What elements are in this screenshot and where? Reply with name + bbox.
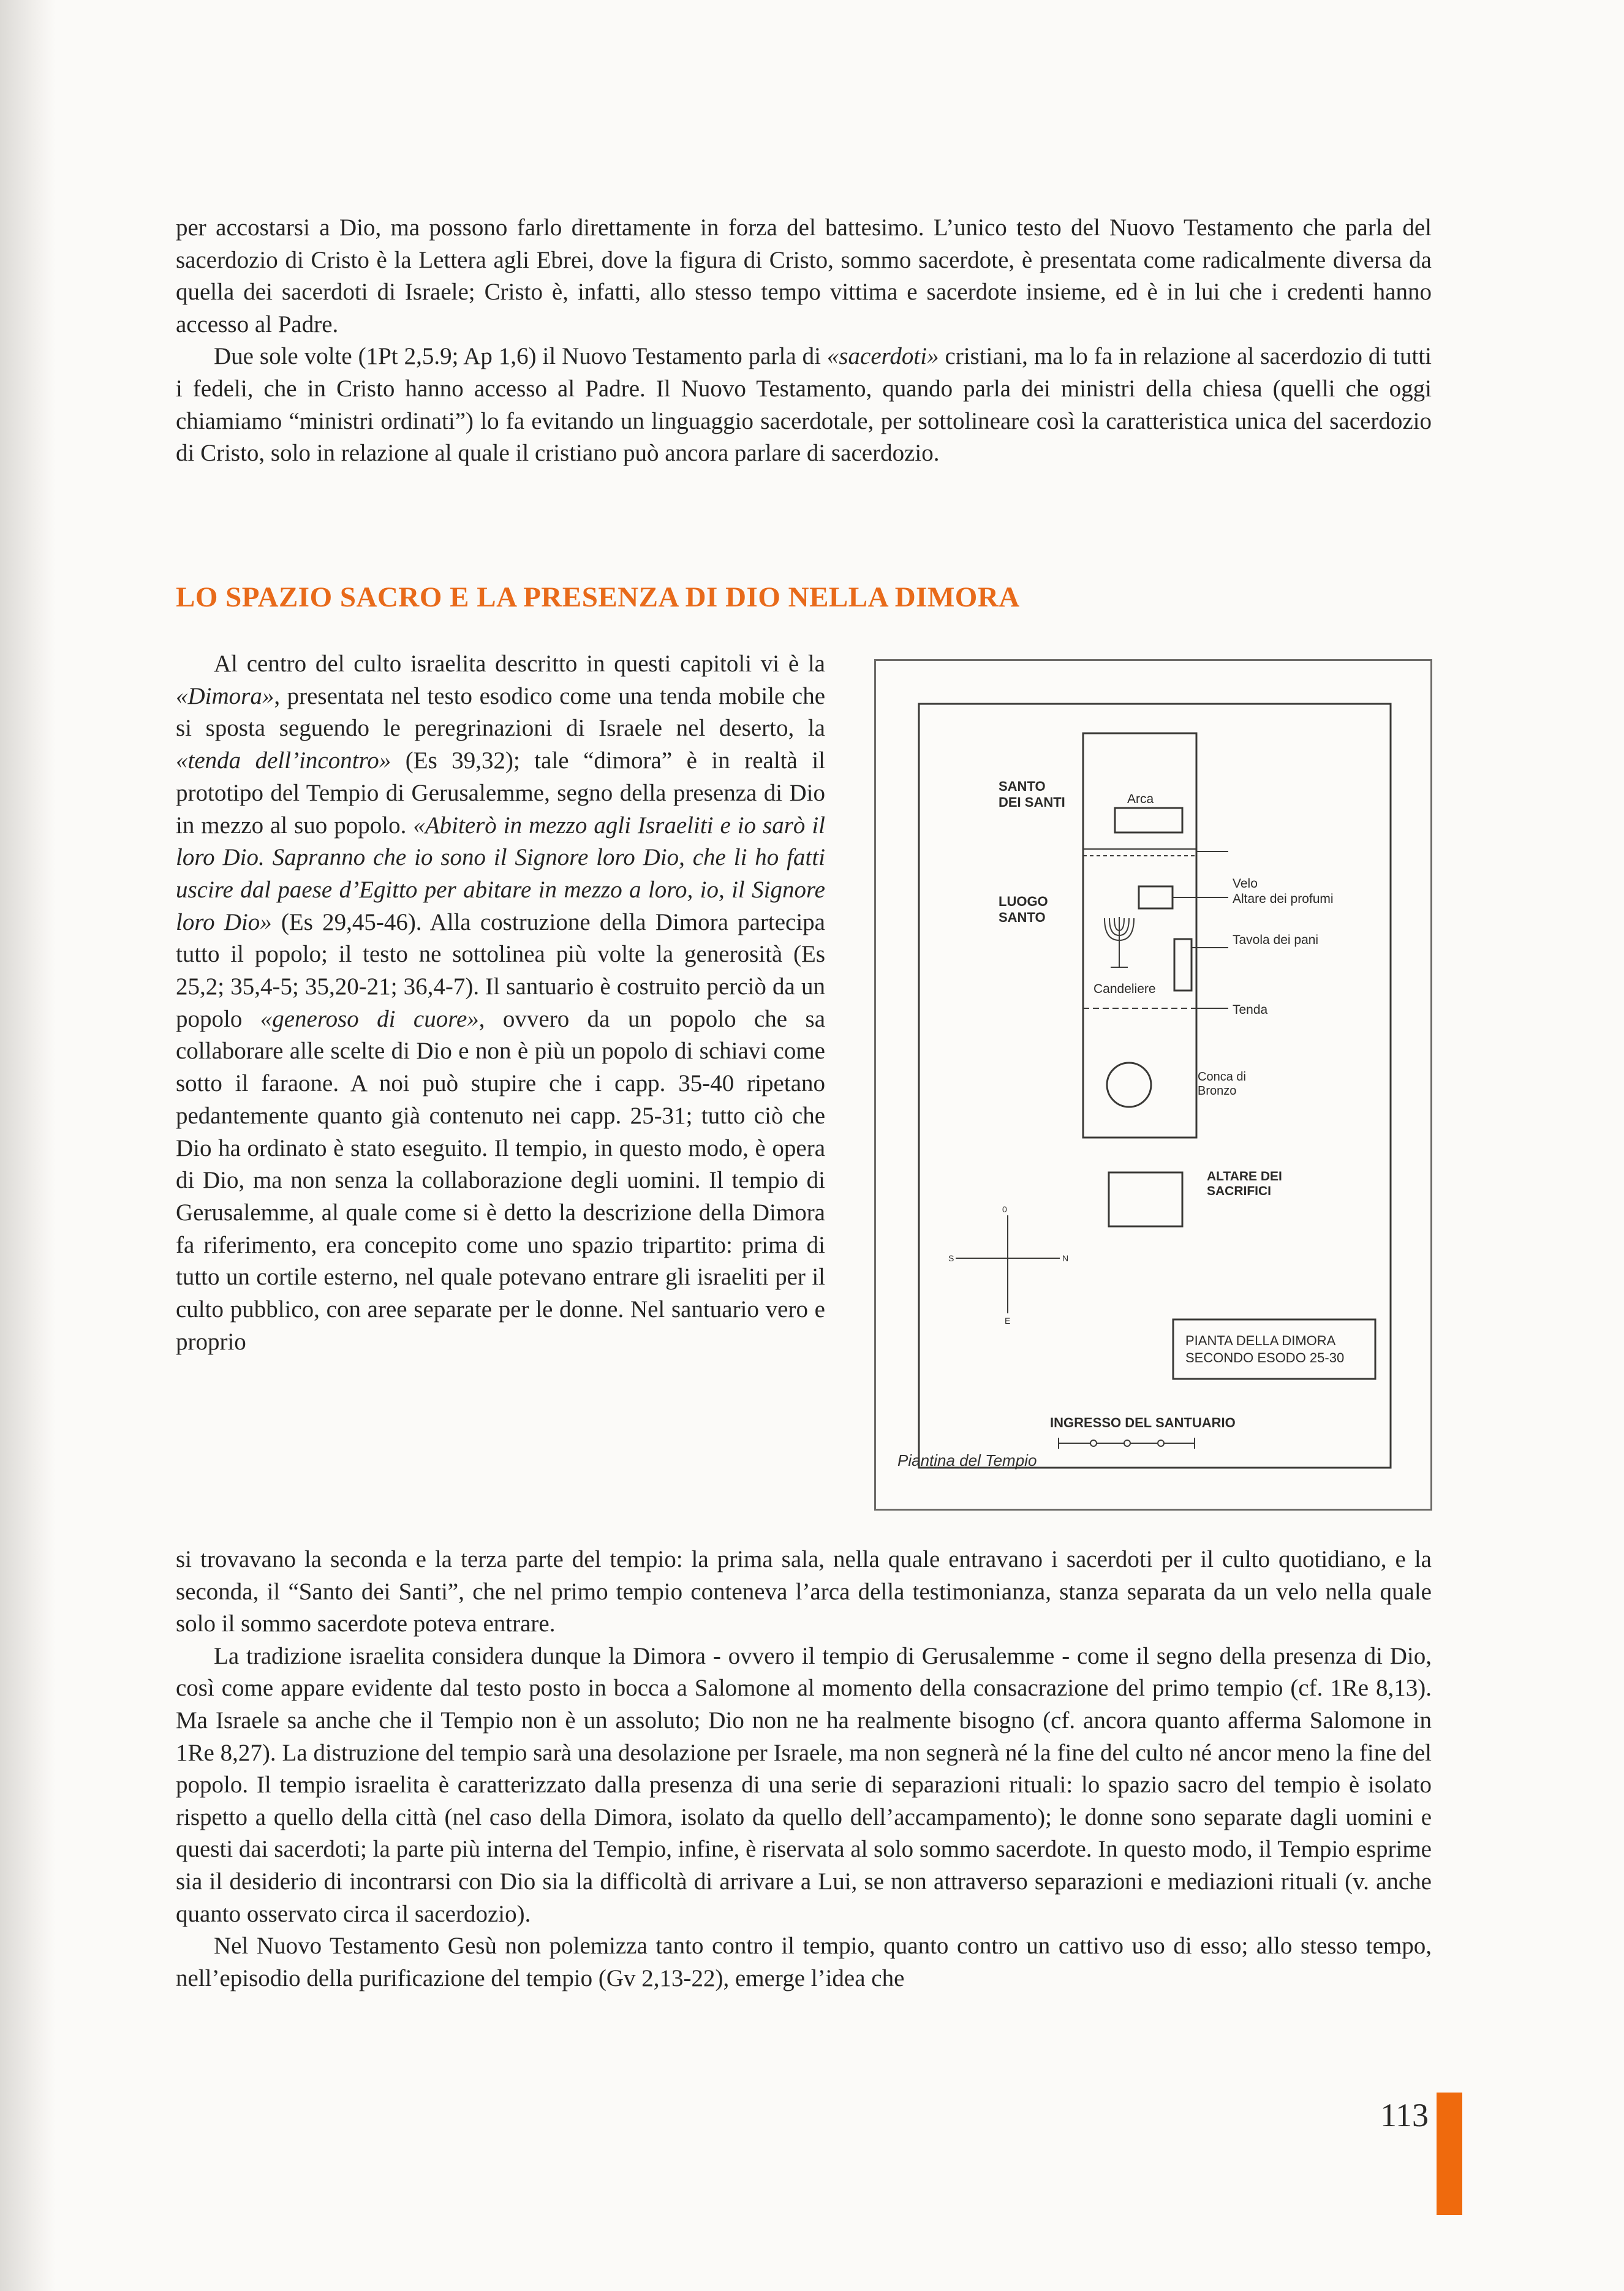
label-santo: SANTO (999, 779, 1046, 794)
label-sacrifice-altar-2: SACRIFICI (1207, 1184, 1271, 1198)
compass-icon (956, 1215, 1060, 1313)
compass-south: E (1005, 1316, 1011, 1326)
label-basin-1: Conca di (1198, 1070, 1246, 1084)
leader-lines (1173, 851, 1228, 1008)
temple-plan-diagram (876, 661, 1430, 1509)
emphasis: «tenda dell’incontro» (176, 747, 391, 774)
legend-line-1: PIANTA DELLA DIMORA (1185, 1333, 1336, 1348)
bottom-text-block (176, 1544, 1432, 1995)
ark-shape (1115, 808, 1182, 832)
left-column-text (176, 648, 825, 1358)
emphasis: «sacerdoti» (826, 343, 939, 370)
paragraph (176, 648, 825, 1358)
compass-east: N (1062, 1253, 1069, 1263)
menorah-icon (1105, 917, 1134, 967)
label-santo-2: SANTO (999, 910, 1046, 925)
compass-north: 0 (1002, 1204, 1007, 1214)
bronze-basin-shape (1107, 1063, 1151, 1107)
label-sacrifice-altar-1: ALTARE DEI (1207, 1169, 1282, 1183)
label-dei-santi: DEI SANTI (999, 794, 1065, 810)
paragraph: Nel Nuovo Testamento Gesù non polemizza tanto contro il tempio, quanto contro un cattivo uso di esso; allo stesso tempo, nell’episodio della purificazione del tempio (Gv 2,13-22), emerge l’idea che (176, 1933, 1432, 1991)
figure-caption: Piantina del Tempio (897, 1451, 1037, 1470)
text-run: Al centro del culto israelita descritto in questi capitoli vi è la (214, 651, 825, 677)
emphasis: «Abiterò in mezzo agli Israeliti e io sarò il loro Dio. Sapranno che io sono il Signore loro Dio, che li ho fatti uscire dal paese d’Egitto per abitare in mezzo a loro, io, il Signore loro Dio» (176, 812, 826, 935)
sacrifice-altar-shape (1109, 1172, 1182, 1226)
text-run: Due sole volte (1Pt 2,5.9; Ap 1,6) il Nuovo Testamento parla di (214, 343, 827, 370)
label-ark: Arca (1127, 792, 1154, 806)
top-text-block (176, 212, 1432, 470)
section-heading: LO SPAZIO SACRO E LA PRESENZA DI DIO NELLA DIMORA (176, 581, 1020, 613)
label-bread-table: Tavola dei pani (1233, 933, 1319, 947)
legend-box (1173, 1319, 1375, 1379)
label-incense-altar: Altare dei profumi (1233, 892, 1334, 906)
text-run: , presentata nel testo esodico come una tenda mobile che si sposta seguendo le peregrinazioni di Israele nel deserto, la (176, 682, 825, 742)
page-number: 113 (1380, 2097, 1429, 2134)
emphasis: «Dimora» (176, 682, 274, 709)
emphasis: «generoso di cuore» (260, 1005, 479, 1032)
compass-west: S (948, 1253, 954, 1263)
text-run: cristiani, ma lo fa in relazione al sacerdozio di tutti i fedeli, che in Cristo hanno accesso al Padre. Il Nuovo Testamento, quando parla dei ministri della chiesa (quelli che oggi chiamiamo “ministri ordinati”) lo fa evitando un linguaggio sacerdotale, per sottolineare così la caratteristica unica del sacerdozio di Cristo, solo in relazione al quale il cristiano può ancora parlare di sacerdozio. (176, 343, 1432, 467)
label-basin-2: Bronzo (1198, 1084, 1237, 1098)
legend-line-2: SECONDO ESODO 25-30 (1185, 1350, 1345, 1365)
paragraph: La tradizione israelita considera dunque la Dimora - ovvero il tempio di Gerusalemme - come il segno della presenza di Dio, così come appare evidente dal testo posto in bocca a Salomone al momento della consacrazione del primo tempio (cf. 1Re 8,13). Ma Israele sa anche che il Tempio non è un assoluto; Dio non ne ha realmente bisogno (cf. ancora quanto afferma Salomone in 1Re 8,27). La distruzione del tempio sarà una desolazione per Israele, ma non segnerà né la fine del culto né ancor meno la fine del popolo. Il tempio israelita è caratterizzato dalla presenza di una serie di separazioni rituali: lo spazio sacro del tempio è isolato rispetto a quello della città (nel caso della Dimora, isolato da quello dell’accampamento); le donne sono separate dagli uomini e questi dai sacerdoti; la parte più interna del Tempio, infine, è riservata al solo sommo sacerdote. In questo modo, il Tempio esprime sia il desiderio di incontrarsi con Dio sia la difficoltà di arrivare a Lui, se non attraverso separazioni e mediazioni rituali (v. anche quanto osservato circa il sacerdozio). (176, 1642, 1432, 1927)
text-run: (Es 39,32); tale “dimora” è in realtà il prototipo del Tempio di Gerusalemme, segno della presenza di Dio in mezzo al suo popolo. (176, 747, 825, 839)
bread-table-shape (1174, 939, 1192, 991)
label-entrance: INGRESSO DEL SANTUARIO (1050, 1415, 1236, 1430)
paragraph: per accostarsi a Dio, ma possono farlo direttamente in forza del battesimo. L’unico testo del Nuovo Testamento che parla del sacerdozio di Cristo è la Lettera agli Ebrei, dove la figura di Cristo, sommo sacerdote, è presentata come radicalmente diversa da quella dei sacerdoti di Israele; Cristo è, infatti, allo stesso tempo vittima e sacerdote insieme, ed è in lui che i credenti hanno accesso al Padre. (176, 214, 1432, 338)
temple-plan-figure (874, 659, 1432, 1511)
label-luogo: LUOGO (999, 894, 1048, 909)
text-run: , ovvero da un popolo che sa collaborare alle scelte di Dio e non è più un popolo di schiavi come sotto il faraone. A noi può stupire che i capp. 35-40 ripetano pedantemente quanto già contenuto nei capp. 25-31; tutto ciò che Dio ha ordinato è stato eseguito. Il tempio, in questo modo, è opera di Dio, ma non senza la collaborazione degli uomini. Il tempio di Gerusalemme, al quale come si è detto la descrizione della Dimora fa riferimento, era concepito come uno spazio tripartito: prima di tutto un cortile esterno, nel quale potevano entrare gli israeliti per il culto pubblico, con aree separate per le donne. Nel santuario vero e proprio (176, 1005, 825, 1355)
page-gutter-shadow (0, 0, 55, 2291)
incense-altar-shape (1139, 886, 1173, 908)
paragraph: si trovavano la seconda e la terza parte del tempio: la prima sala, nella quale entravano i sacerdoti per il culto quotidiano, e la seconda, il “Santo dei Santi”, che nel primo tempio conteneva l’arca della testimonianza, stanza separata da un velo nella quale solo il sommo sacerdote poteva entrare. (176, 1546, 1432, 1637)
paragraph (176, 341, 1432, 469)
label-menorah: Candeliere (1093, 982, 1156, 996)
label-tent: Tenda (1233, 1003, 1268, 1017)
label-veil: Velo (1233, 877, 1258, 891)
text-run: (Es 29,45-46). Alla costruzione della Dimora partecipa tutto il popolo; il testo ne sottolinea più volte la generosità (Es 25,2; 35,4-5; 35,20-21; 36,4-7). Il santuario è costruito perciò da un popolo (176, 908, 825, 1032)
accent-bar (1437, 2093, 1462, 2215)
